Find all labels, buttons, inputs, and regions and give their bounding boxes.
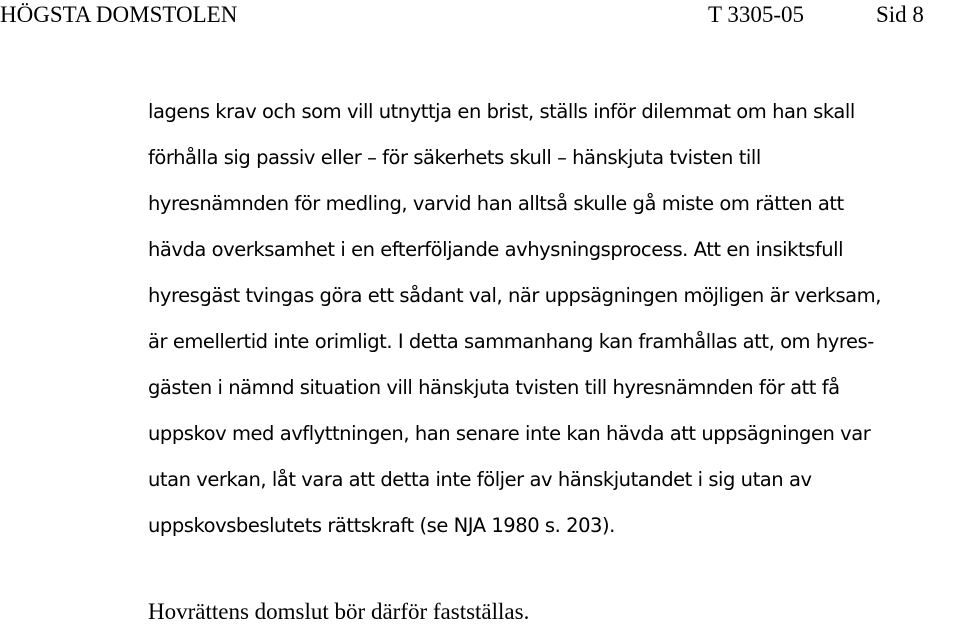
- paragraph-line: gästen i nämnd situation vill hänskjuta tvisten till hyresnämnden för att få: [148, 376, 840, 399]
- paragraph-line: lagens krav och som vill utnyttja en brist, ställs inför dilemmat om han skall: [148, 100, 855, 123]
- case-number: T 3305-05: [708, 2, 805, 27]
- paragraph-line: hyresnämnden för medling, varvid han alltså skulle gå miste om rätten att: [148, 192, 844, 215]
- conclusion-line: Hovrättens domslut bör därför fastställas.: [148, 599, 530, 624]
- court-name: HÖGSTA DOMSTOLEN: [0, 2, 238, 27]
- paragraph-line: uppskovsbeslutets rättskraft (se NJA 1980 s. 203).: [148, 514, 615, 537]
- paragraph-line: utan verkan, låt vara att detta inte följer av hänskjutandet i sig utan av: [148, 468, 812, 491]
- paragraph-line: hyresgäst tvingas göra ett sådant val, när uppsägningen möjligen är verksam,: [148, 284, 881, 307]
- paragraph-line: hävda overksamhet i en efterföljande avhysningsprocess. Att en insiktsfull: [148, 238, 844, 261]
- paragraph-line: uppskov med avflyttningen, han senare inte kan hävda att uppsägningen var: [148, 422, 871, 445]
- paragraph-line: är emellertid inte orimligt. I detta sammanhang kan framhållas att, om hyres-: [148, 330, 874, 353]
- paragraph-line: förhålla sig passiv eller – för säkerhets skull – hänskjuta tvisten till: [148, 146, 761, 169]
- page-header: [0, 0, 959, 32]
- page-number: Sid 8: [876, 2, 924, 27]
